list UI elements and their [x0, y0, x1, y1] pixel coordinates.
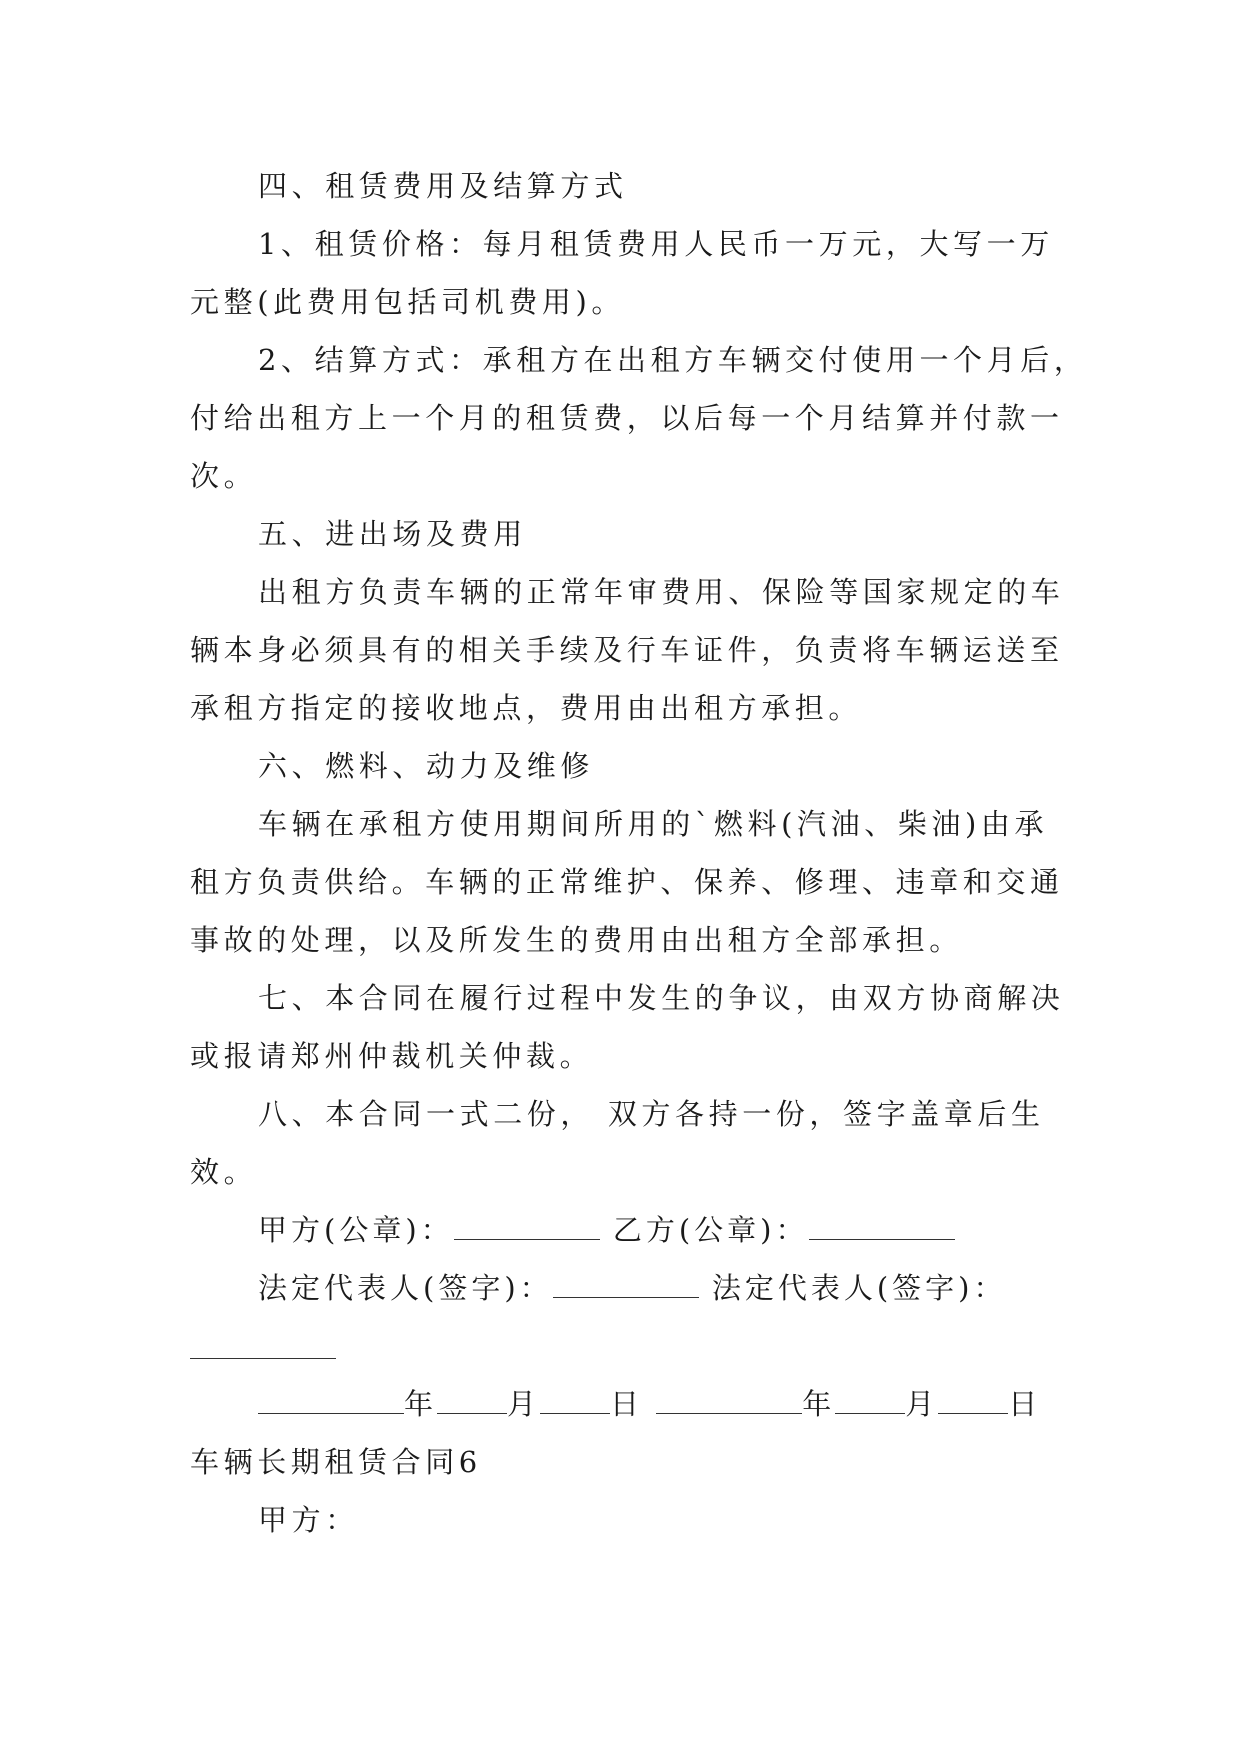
party-a-label: 甲方(公章)： — [258, 1213, 454, 1247]
paragraph-line: 租方负责供给。车辆的正常维护、保养、修理、违章和交通 — [190, 865, 1064, 899]
paragraph-line: 1、租赁价格：每月租赁费用人民币一万元，大写一万 — [258, 227, 1054, 261]
section-heading-7: 七、本合同在履行过程中发生的争议，由双方协商解决 — [258, 981, 1065, 1015]
section-heading-8: 八、本合同一式二份， 双方各持一份，签字盖章后生 — [258, 1097, 1045, 1131]
next-party-label: 甲方： — [258, 1503, 359, 1537]
paragraph-line: 辆本身必须具有的相关手续及行车证件，负责将车辆运送至 — [190, 633, 1064, 667]
year-blank-b — [656, 1389, 802, 1414]
rep-b-label: 法定代表人(签字)： — [711, 1271, 1007, 1305]
paragraph-line: 次。 — [190, 459, 258, 493]
day-label: 日 — [1008, 1387, 1042, 1421]
rep-a-blank — [553, 1273, 699, 1298]
paragraph-line: 车辆在承租方使用期间所用的`燃料(汽油、柴油)由承 — [258, 807, 1049, 841]
section-heading-4: 四、租赁费用及结算方式 — [258, 169, 628, 203]
month-label: 月 — [507, 1387, 541, 1421]
paragraph-line: 元整(此费用包括司机费用)。 — [190, 285, 626, 319]
month-blank-b — [835, 1389, 905, 1414]
rep-signature-row — [258, 1270, 1007, 1306]
party-signature-row — [258, 1212, 955, 1248]
year-blank-a — [258, 1389, 404, 1414]
paragraph-line: 出租方负责车辆的正常年审费用、保险等国家规定的车 — [258, 575, 1065, 609]
paragraph-line: 承租方指定的接收地点，费用由出租方承担。 — [190, 691, 863, 725]
day-label: 日 — [610, 1387, 644, 1421]
day-blank-b — [938, 1389, 1008, 1414]
paragraph-line: 2、结算方式：承租方在出租方车辆交付使用一个月后， — [258, 343, 1088, 377]
section-heading-6: 六、燃料、动力及维修 — [258, 749, 595, 783]
paragraph-line: 事故的处理，以及所发生的费用由出租方全部承担。 — [190, 923, 963, 957]
day-blank-a — [540, 1389, 610, 1414]
paragraph-line: 效。 — [190, 1155, 258, 1189]
rep-b-blank — [190, 1358, 336, 1359]
section-heading-5: 五、进出场及费用 — [258, 517, 527, 551]
date-row — [258, 1386, 1041, 1422]
month-label: 月 — [905, 1387, 939, 1421]
year-label: 年 — [802, 1387, 836, 1421]
year-label: 年 — [404, 1387, 438, 1421]
paragraph-line: 付给出租方上一个月的租赁费，以后每一个月结算并付款一 — [190, 401, 1064, 435]
party-b-label: 乙方(公章)： — [612, 1213, 809, 1247]
rep-a-label: 法定代表人(签字)： — [258, 1271, 553, 1305]
month-blank-a — [437, 1389, 507, 1414]
party-a-blank — [454, 1215, 600, 1240]
next-contract-title: 车辆长期租赁合同6 — [190, 1445, 482, 1479]
party-b-blank — [809, 1215, 955, 1240]
paragraph-line: 或报请郑州仲裁机关仲裁。 — [190, 1039, 594, 1073]
